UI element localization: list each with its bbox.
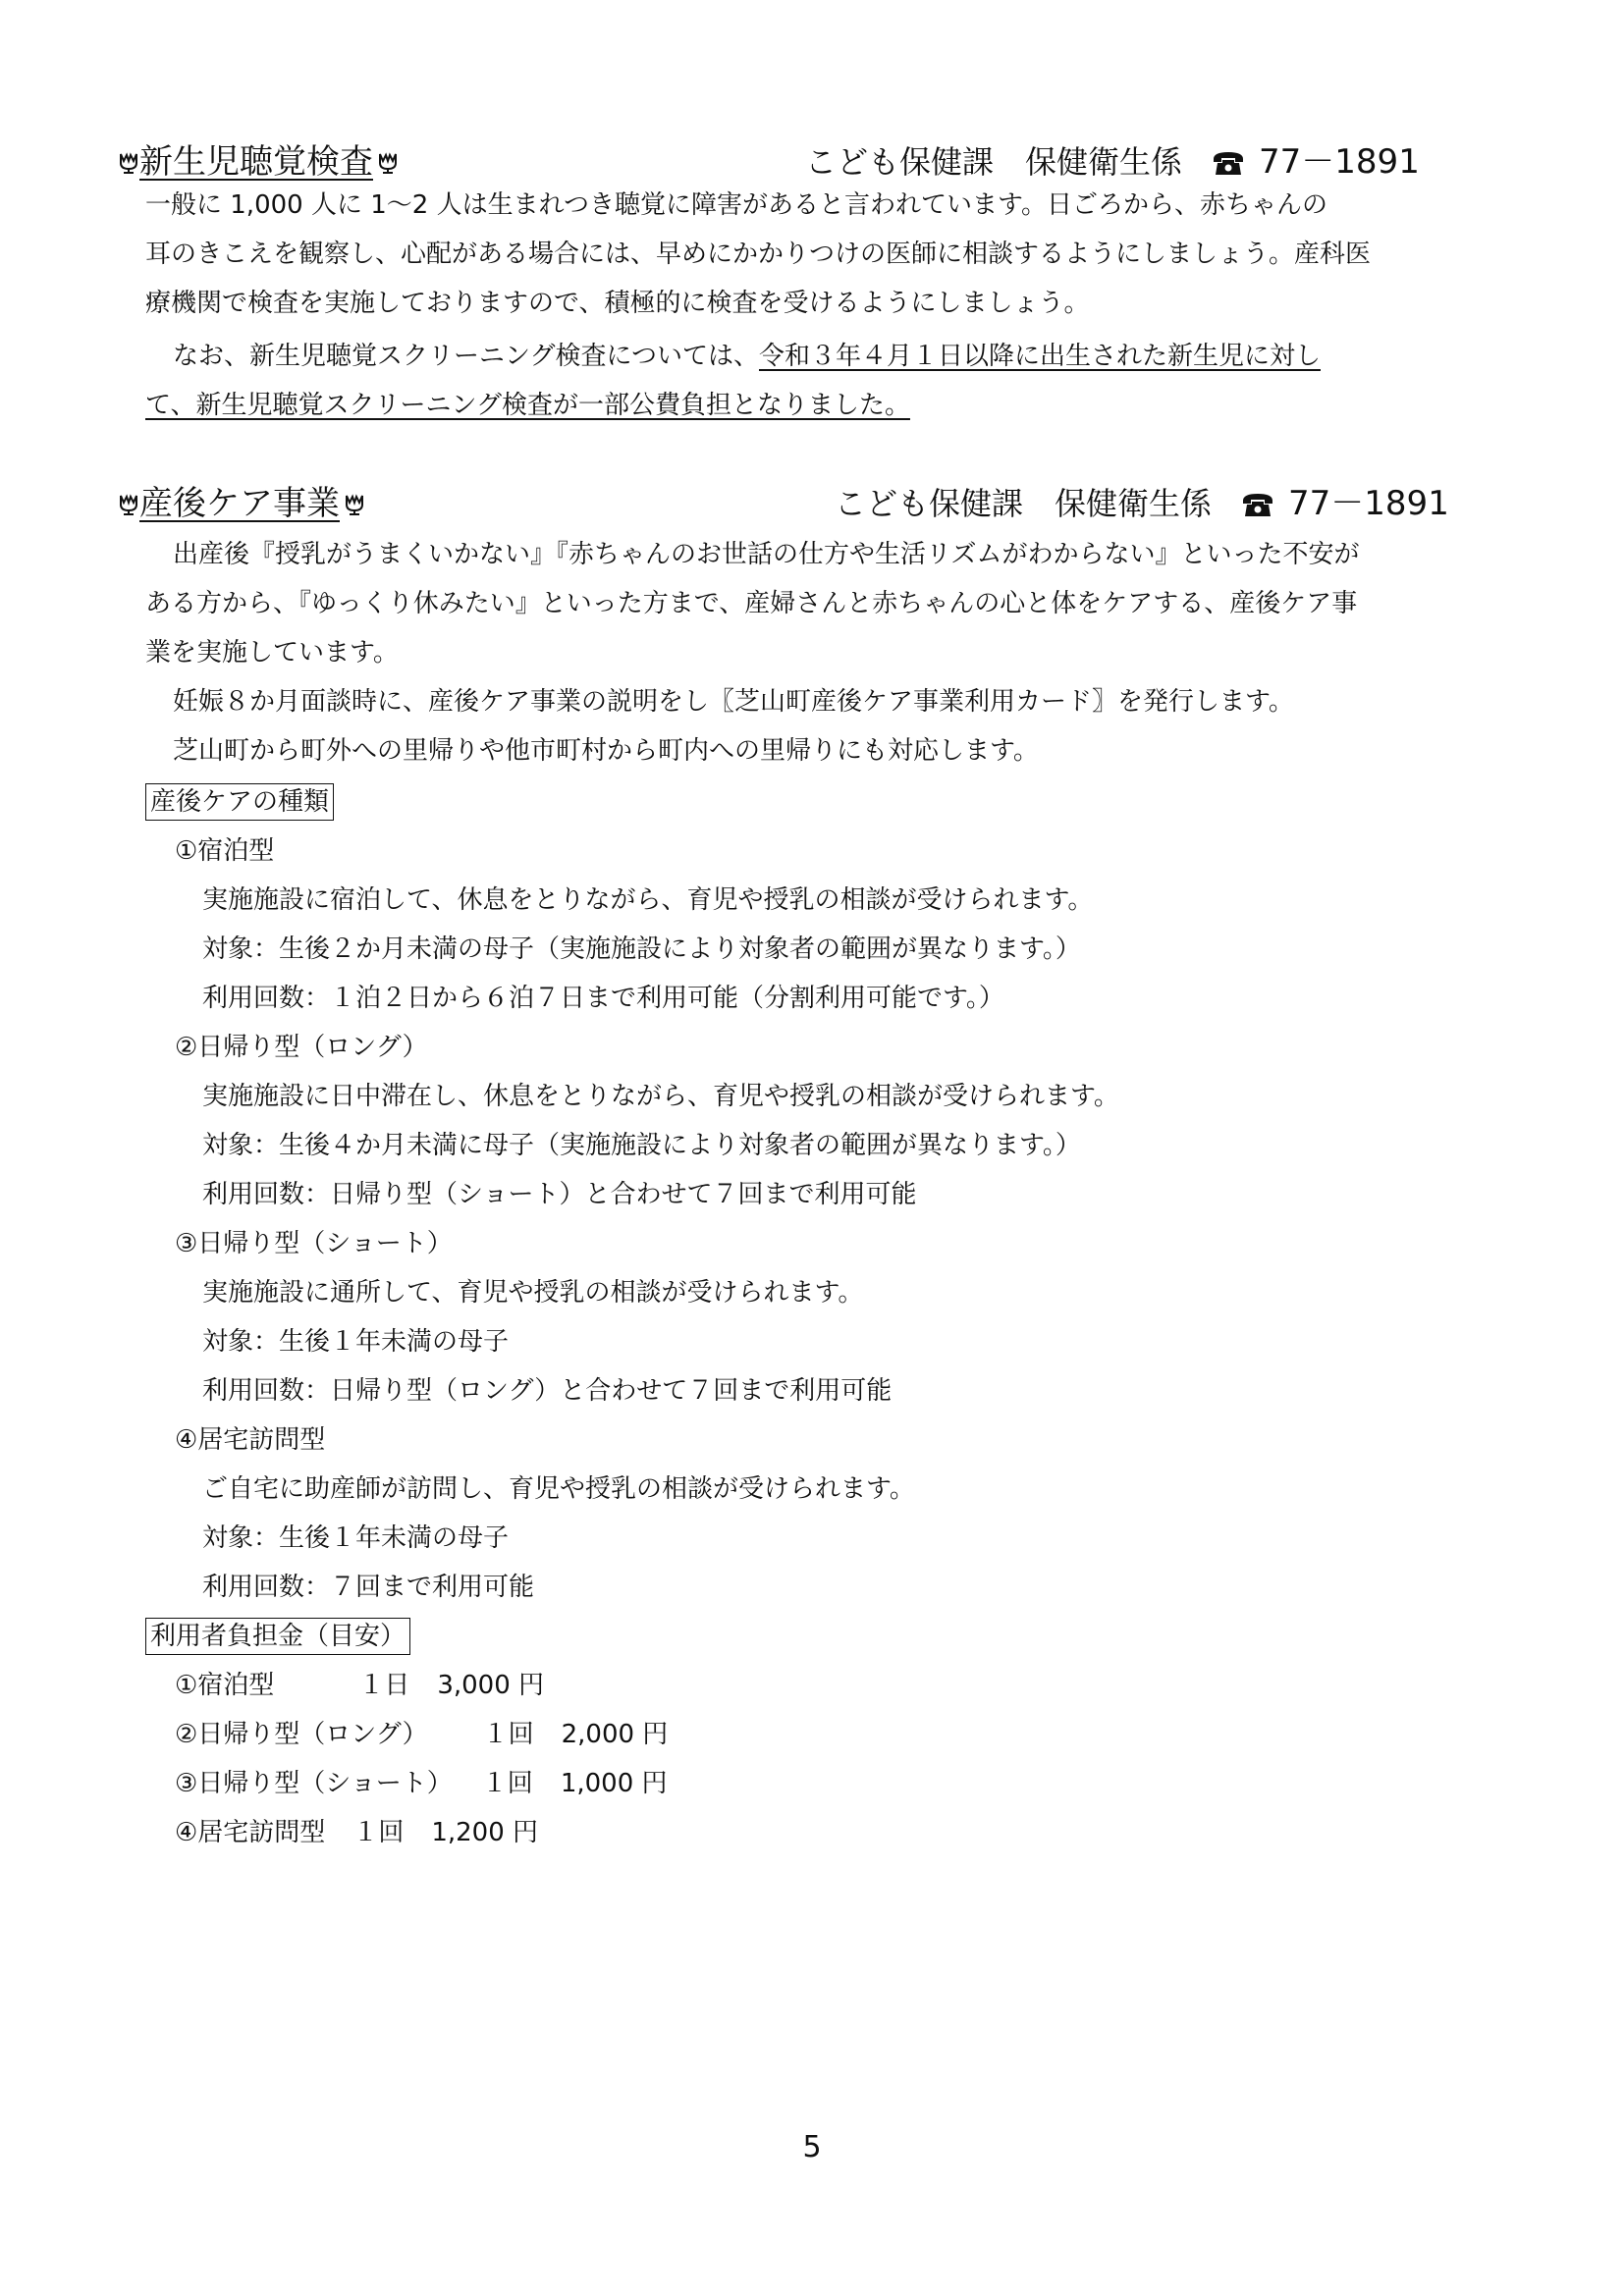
type-2-usage: 利用回数：日帰り型（ショート）と合わせて７回まで利用可能 bbox=[202, 1180, 917, 1209]
section2-dept: こども保健課 bbox=[835, 485, 1024, 522]
type-3-name: ③日帰り型（ショート） bbox=[175, 1229, 453, 1258]
section2-unit: 保健衛生係 bbox=[1055, 485, 1213, 522]
type-3-usage: 利用回数：日帰り型（ロング）と合わせて７回まで利用可能 bbox=[202, 1376, 893, 1406]
fee-row-2 bbox=[175, 1710, 1549, 1759]
type-1-desc: 実施施設に宿泊して、休息をとりながら、育児や授乳の相談が受けられます。 bbox=[202, 885, 1094, 915]
section1-contact bbox=[805, 137, 1420, 187]
section2-title-group bbox=[118, 479, 365, 528]
section1-note-prefix: なお、新生児聴覚スクリーニング検査については、 bbox=[173, 342, 759, 371]
section1-line-3: 療機関で検査を実施しておりますので、積極的に検査を受けるようにしましょう。 bbox=[145, 289, 1090, 318]
tulip-icon bbox=[377, 151, 399, 175]
type-2-name: ②日帰り型（ロング） bbox=[175, 1033, 428, 1062]
section2-intro-line-3: 業を実施しています。 bbox=[145, 638, 399, 667]
section1-line-1: 一般に 1,000 人に 1～2 人は生まれつき聴覚に障害があると言われています。日ごろから、赤ちゃんの bbox=[145, 190, 1327, 220]
section2-contact bbox=[835, 479, 1449, 528]
section1-note-line-2 bbox=[145, 381, 1520, 430]
fee-2-unit: １回 bbox=[482, 1720, 534, 1749]
section2-tel: 77－1891 bbox=[1288, 484, 1449, 523]
section1-dept: こども保健課 bbox=[805, 143, 995, 181]
page-number: 5 bbox=[802, 2130, 822, 2164]
type-1-target: 対象：生後２か月未満の母子（実施施設により対象者の範囲が異なります。） bbox=[202, 934, 1081, 964]
section1-note-line-1 bbox=[173, 332, 1547, 381]
fee-3-amount: 1,000 円 bbox=[560, 1769, 668, 1798]
fee-2-amount: 2,000 円 bbox=[561, 1720, 669, 1749]
section2-intro-line-2: ある方から、『ゆっくり休みたい』といった方まで、産婦さんと赤ちゃんの心と体をケアする、産後ケア事 bbox=[145, 589, 1358, 618]
type-1-usage: 利用回数：１泊２日から６泊７日まで利用可能（分割利用可能です。） bbox=[202, 984, 1004, 1013]
section1-unit: 保健衛生係 bbox=[1025, 143, 1183, 181]
tulip-icon bbox=[118, 493, 139, 516]
type-4-usage: 利用回数：７回まで利用可能 bbox=[202, 1573, 535, 1602]
tulip-icon bbox=[344, 493, 365, 516]
section2-intro-line-1: 出産後『授乳がうまくいかない』『赤ちゃんのお世話の仕方や生活リズムがわからない』といった不安が bbox=[173, 540, 1360, 569]
fee-row-3 bbox=[175, 1759, 1549, 1808]
type-3-desc: 実施施設に通所して、育児や授乳の相談が受けられます。 bbox=[202, 1278, 864, 1308]
fee-4-type: ④居宅訪問型 bbox=[175, 1818, 326, 1847]
fee-3-unit: １回 bbox=[481, 1769, 533, 1798]
section1-title-group bbox=[118, 137, 399, 187]
section2-intro-line-5: 芝山町から町外への里帰りや他市町村から町内への里帰りにも対応します。 bbox=[173, 736, 1039, 766]
section1-header bbox=[118, 137, 1512, 187]
type-2-target: 対象：生後４か月未満に母子（実施施設により対象者の範囲が異なります。） bbox=[202, 1131, 1081, 1160]
type-4-name: ④居宅訪問型 bbox=[175, 1425, 326, 1455]
telephone-icon bbox=[1212, 149, 1245, 177]
section2-intro-line-4: 妊娠８か月面談時に、産後ケア事業の説明をし〖芝山町産後ケア事業利用カード〗を発行します。 bbox=[173, 687, 1294, 717]
type-2-desc: 実施施設に日中滞在し、休息をとりながら、育児や授乳の相談が受けられます。 bbox=[202, 1082, 1119, 1111]
section1-note-underlined-2: て、新生児聴覚スクリーニング検査が一部公費負担となりました。 bbox=[145, 391, 910, 420]
section2-title: 産後ケア事業 bbox=[139, 484, 340, 523]
fee-1-type: ①宿泊型 bbox=[175, 1671, 275, 1700]
telephone-icon bbox=[1241, 491, 1274, 518]
fee-4-amount: 1,200 円 bbox=[431, 1818, 539, 1847]
type-4-target: 対象：生後１年未満の母子 bbox=[202, 1523, 510, 1553]
types-label: 産後ケアの種類 bbox=[145, 783, 334, 821]
section1-title: 新生児聴覚検査 bbox=[139, 142, 373, 182]
type-1-name: ①宿泊型 bbox=[175, 836, 275, 866]
tulip-icon bbox=[118, 151, 139, 175]
section1-tel: 77－1891 bbox=[1259, 142, 1420, 182]
fee-3-type: ③日帰り型（ショート） bbox=[175, 1769, 453, 1798]
type-4-desc: ご自宅に助産師が訪問し、育児や授乳の相談が受けられます。 bbox=[202, 1474, 915, 1504]
fee-row-1 bbox=[175, 1661, 1549, 1710]
type-3-target: 対象：生後１年未満の母子 bbox=[202, 1327, 510, 1357]
fee-1-unit: １日 bbox=[358, 1671, 410, 1700]
fee-label: 利用者負担金（目安） bbox=[145, 1618, 410, 1655]
fee-4-unit: １回 bbox=[352, 1818, 405, 1847]
fee-1-amount: 3,000 円 bbox=[437, 1671, 545, 1700]
fee-2-type: ②日帰り型（ロング） bbox=[175, 1720, 428, 1749]
fee-row-4 bbox=[175, 1808, 1549, 1857]
section1-line-2: 耳のきこえを観察し、心配がある場合には、早めにかかりつけの医師に相談するようにしましょう。産科医 bbox=[145, 240, 1372, 269]
section2-header bbox=[118, 479, 1512, 528]
section1-note-underlined-1: 令和３年４月１日以降に出生された新生児に対し bbox=[758, 342, 1321, 371]
